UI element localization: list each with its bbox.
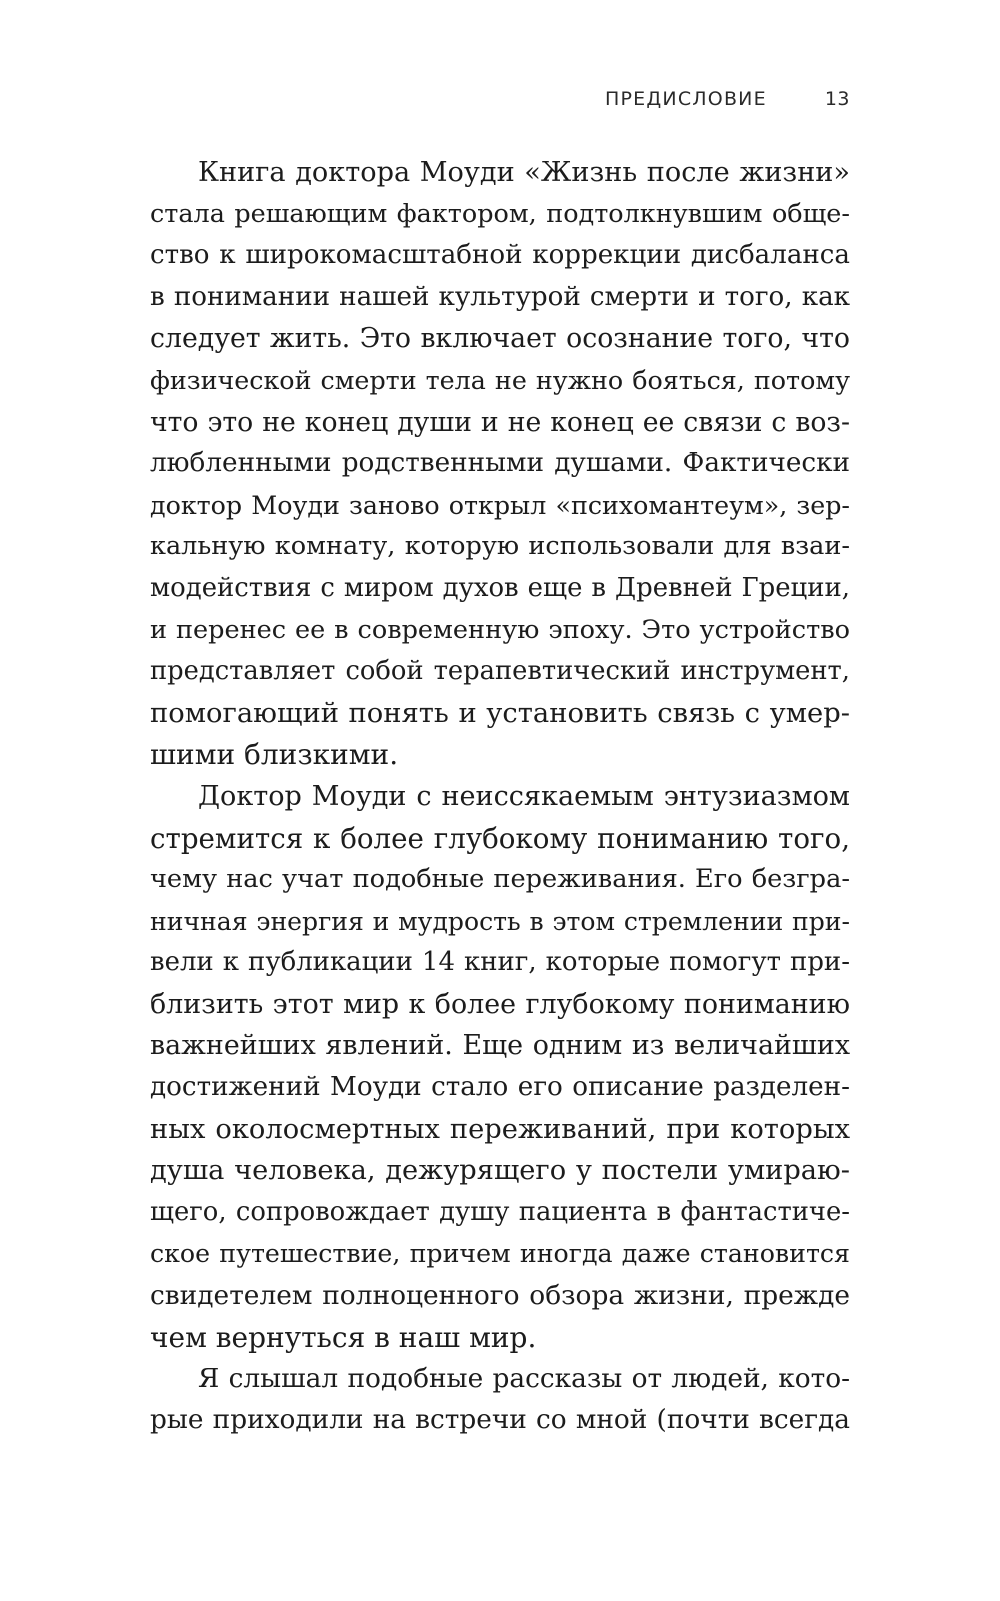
text-line: душа человека, дежурящего у постели умираю- bbox=[150, 1155, 850, 1187]
text-line: Книга доктора Моуди «Жизнь после жизни» bbox=[198, 157, 850, 188]
text-line: и перенес ее в современную эпоху. Это устройство bbox=[150, 614, 850, 645]
paragraph-2 bbox=[150, 776, 850, 1358]
text-line: представляет собой терапевтический инструмент, bbox=[150, 656, 850, 687]
text-line: что это не конец души и не конец ее связи с воз- bbox=[150, 406, 850, 438]
text-line: Я слышал подобные рассказы от людей, кото- bbox=[198, 1363, 850, 1395]
text-line: физической смерти тела не нужно бояться, потому bbox=[150, 364, 850, 395]
text-line: ство к широкомасштабной коррекции дисбаланса bbox=[150, 240, 850, 271]
text-line: рые приходили на встречи со мной (почти всегда bbox=[150, 1404, 850, 1435]
paragraph-3 bbox=[150, 1358, 850, 1441]
text-line: доктор Моуди заново открыл «психомантеум», зер- bbox=[150, 489, 850, 520]
text-line: ничная энергия и мудрость в этом стремлении при- bbox=[150, 906, 850, 936]
text-line: стремится к более глубокому пониманию того, bbox=[150, 821, 850, 855]
section-title: ПРЕДИСЛОВИЕ bbox=[605, 88, 767, 110]
text-line: чему нас учат подобные переживания. Его безгра- bbox=[150, 864, 850, 895]
text-line: любленными родственными душами. Фактически bbox=[150, 448, 850, 479]
text-line: близить этот мир к более глубокому пониманию bbox=[150, 988, 850, 1020]
text-line: вели к публикации 14 книг, которые помогут при- bbox=[150, 947, 850, 978]
text-line: ных околосмертных переживаний, при которых bbox=[150, 1113, 850, 1145]
text-line: следует жить. Это включает осознание того, что bbox=[150, 323, 850, 355]
text-line: важнейших явлений. Еще одним из величайших bbox=[150, 1030, 850, 1062]
body-text bbox=[150, 152, 850, 1441]
text-line: шими близкими. bbox=[150, 738, 399, 772]
text-line: в понимании нашей культурой смерти и того, как bbox=[150, 281, 850, 312]
text-line: Доктор Моуди с неиссякаемым энтузиазмом bbox=[198, 780, 850, 812]
text-line: кальную комнату, которую использовали для взаи- bbox=[150, 531, 850, 562]
page-number: 13 bbox=[824, 88, 850, 110]
text-line: свидетелем полноценного обзора жизни, прежде bbox=[150, 1280, 850, 1312]
text-line: помогающий понять и установить связь с умер- bbox=[150, 697, 850, 729]
text-line: стала решающим фактором, подтолкнувшим обще- bbox=[150, 198, 850, 229]
text-line: достижений Моуди стало его описание разделен- bbox=[150, 1072, 850, 1103]
text-line: чем вернуться в наш мир. bbox=[150, 1320, 537, 1354]
paragraph-1 bbox=[150, 152, 850, 776]
running-head bbox=[150, 88, 850, 110]
text-line: модействия с миром духов еще в Древней Греции, bbox=[150, 572, 850, 603]
text-line: щего, сопровождает душу пациента в фантастиче- bbox=[150, 1196, 850, 1227]
text-line: ское путешествие, причем иногда даже становится bbox=[150, 1239, 850, 1269]
